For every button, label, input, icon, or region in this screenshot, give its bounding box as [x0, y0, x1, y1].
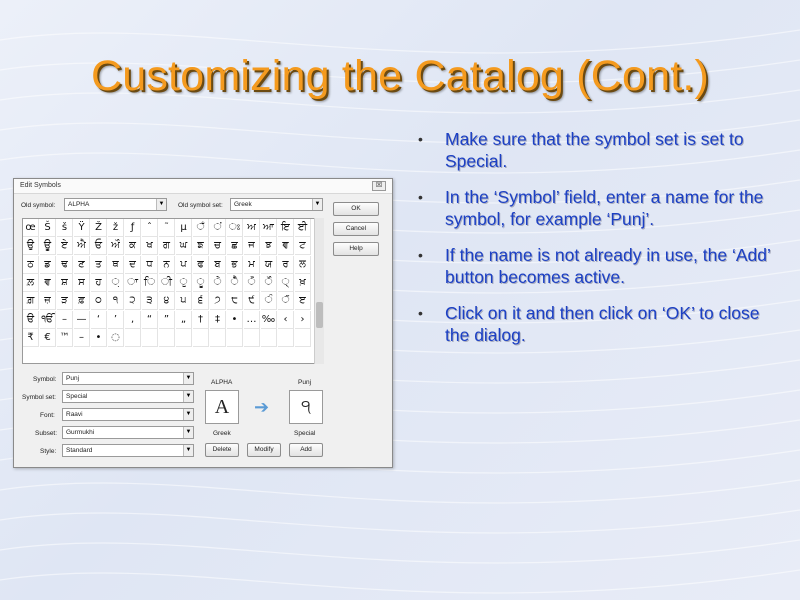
symbol-cell[interactable]: • — [91, 329, 107, 347]
symbol-cell[interactable]: ਣ — [74, 256, 90, 274]
new-preview-name: Punj — [298, 379, 312, 386]
symbol-cell[interactable]: µ — [176, 219, 192, 237]
symbol-cell[interactable]: ‘ — [91, 311, 107, 329]
symbol-cell[interactable]: ਧ — [142, 256, 158, 274]
symbol-cell[interactable]: ਖ — [142, 237, 158, 255]
symbol-cell[interactable]: ੂ — [193, 274, 209, 292]
chevron-down-icon: ▼ — [183, 391, 193, 402]
symbol-cell[interactable]: ਘ — [176, 237, 192, 255]
symbol-cell[interactable] — [244, 329, 260, 347]
symbol-cell[interactable] — [142, 329, 158, 347]
add-button[interactable]: Add — [289, 443, 323, 457]
new-preview-set: Special — [294, 430, 316, 437]
symbol-cell[interactable]: › — [295, 311, 311, 329]
symbol-cell[interactable]: ੫ — [176, 292, 192, 310]
symbol-cell[interactable]: ਃ — [227, 219, 243, 237]
symbol-cell[interactable]: ਥ — [108, 256, 124, 274]
style-select[interactable]: Standard ▼ — [62, 444, 194, 457]
symbol-cell[interactable]: ਯ — [261, 256, 277, 274]
symbol-cell[interactable]: ਂ — [210, 219, 226, 237]
symbol-cell[interactable]: ਓ — [91, 237, 107, 255]
symbol-cell[interactable]: ਟ — [295, 237, 311, 255]
symbol-cell[interactable]: ਛ — [227, 237, 243, 255]
old-symbol-set-label: Old symbol set: — [178, 202, 223, 209]
symbol-cell[interactable]: ੮ — [227, 292, 243, 310]
old-symbol-label: Old symbol: — [21, 202, 56, 209]
symbol-cell[interactable]: ੦ — [91, 292, 107, 310]
symbol-cell[interactable]: ਡ — [40, 256, 56, 274]
bullet-list — [414, 128, 774, 360]
symbol-cell[interactable]: Š — [40, 219, 56, 237]
symbol-cell[interactable]: ਿ — [142, 274, 158, 292]
old-symbol-set-select[interactable]: Greek ▼ — [230, 198, 323, 211]
old-preview-name: ALPHA — [211, 379, 233, 386]
symbol-cell[interactable]: ਗ — [159, 237, 175, 255]
symbol-cell[interactable]: ੰ — [261, 292, 277, 310]
symbol-cell[interactable]: œ — [23, 219, 39, 237]
symbol-cell[interactable]: ਅ — [244, 219, 260, 237]
symbol-label: Symbol: — [33, 376, 57, 383]
bullet-item: • If the name is not already in use, the ‘Add’ button becomes active. — [418, 245, 771, 287]
symbol-cell[interactable] — [125, 329, 141, 347]
symbol-cell[interactable]: ੇ — [210, 274, 226, 292]
symbol-cell[interactable]: ਐ — [74, 237, 90, 255]
dialog-titlebar — [14, 179, 392, 194]
symbol-cell[interactable]: ‰ — [261, 311, 277, 329]
symbol-cell[interactable] — [159, 329, 175, 347]
cancel-button[interactable]: Cancel — [333, 222, 379, 236]
old-symbol-preview: A — [205, 390, 239, 424]
symbol-cell[interactable]: ਼ — [108, 274, 124, 292]
symbol-cell[interactable]: ž — [108, 219, 124, 237]
symbol-cell[interactable]: ਈ — [295, 219, 311, 237]
scrollbar-thumb[interactable] — [316, 302, 323, 328]
chevron-down-icon: ▼ — [312, 199, 322, 210]
chevron-down-icon: ▼ — [183, 409, 193, 420]
symbol-cell[interactable]: ਫ — [193, 256, 209, 274]
symbol-cell[interactable]: ਪ — [176, 256, 192, 274]
symbol-cell[interactable]: ਨ — [159, 256, 175, 274]
symbol-cell[interactable]: ਔ — [108, 237, 124, 255]
subset-select[interactable]: Gurmukhi ▼ — [62, 426, 194, 439]
symbol-cell[interactable]: € — [40, 329, 56, 347]
modify-button[interactable]: Modify — [247, 443, 281, 457]
symbol-cell[interactable]: „ — [176, 311, 192, 329]
symbol-cell[interactable]: ਖ਼ — [295, 274, 311, 292]
symbol-cell[interactable]: ਠ — [23, 256, 39, 274]
chevron-down-icon: ▼ — [156, 199, 166, 210]
symbol-cell[interactable]: † — [193, 311, 209, 329]
symbol-cell[interactable]: ੯ — [244, 292, 260, 310]
symbol-cell[interactable]: ਰ — [278, 256, 294, 274]
symbol-cell[interactable]: š — [57, 219, 73, 237]
bullet-dot-icon: • — [418, 189, 423, 205]
old-preview-set: Greek — [213, 430, 231, 437]
symbol-cell[interactable]: ਕ — [125, 237, 141, 255]
font-select[interactable]: Raavi ▼ — [62, 408, 194, 421]
symbol-cell[interactable]: ਤ — [91, 256, 107, 274]
symbol-cell[interactable]: ਦ — [125, 256, 141, 274]
symbol-cell[interactable]: ਏ — [57, 237, 73, 255]
dialog-title: Edit Symbols — [20, 182, 61, 189]
bullet-dot-icon: • — [418, 305, 423, 321]
symbol-grid[interactable] — [22, 218, 324, 364]
symbol-cell[interactable]: ਊ — [40, 237, 56, 255]
symbol-cell[interactable]: ” — [159, 311, 175, 329]
symbol-cell[interactable]: ੲ — [295, 292, 311, 310]
grid-scrollbar[interactable] — [314, 218, 324, 364]
font-label: Font: — [40, 412, 55, 419]
symbol-cell[interactable]: ◌ — [108, 329, 124, 347]
symbol-cell[interactable]: ˜ — [159, 219, 175, 237]
symbol-cell[interactable]: ਸ਼ — [57, 274, 73, 292]
symbol-cell[interactable]: ੍ — [278, 274, 294, 292]
symbol-cell[interactable]: ‡ — [210, 311, 226, 329]
symbol-cell[interactable]: – — [57, 311, 73, 329]
symbol-cell[interactable]: ਞ — [278, 237, 294, 255]
symbol-cell[interactable]: ੴ — [40, 311, 56, 329]
symbol-set-label: Symbol set: — [22, 394, 56, 401]
symbol-set-select[interactable]: Special ▼ — [62, 390, 194, 403]
symbol-cell[interactable]: ਇ — [278, 219, 294, 237]
symbol-cell[interactable]: … — [244, 311, 260, 329]
symbol-cell[interactable]: ੈ — [227, 274, 243, 292]
bullet-item: • Click on it and then click on ‘OK’ to close the dialog. — [418, 303, 760, 345]
slide-title: Customizing the Catalog (Cont.) — [90, 52, 710, 100]
symbol-cell[interactable]: ਲ਼ — [23, 274, 39, 292]
symbol-cell[interactable]: ਙ — [193, 237, 209, 255]
symbol-cell[interactable]: • — [227, 311, 243, 329]
new-symbol-preview: ੧ — [289, 390, 323, 424]
symbol-cell[interactable]: “ — [142, 311, 158, 329]
symbol-cell[interactable]: ੪ — [159, 292, 175, 310]
symbol-cell[interactable]: ˆ — [142, 219, 158, 237]
symbol-cell[interactable]: ੬ — [193, 292, 209, 310]
symbol-cell[interactable]: ਜ਼ — [40, 292, 56, 310]
symbol-cell[interactable]: ਝ — [261, 237, 277, 255]
symbol-cell[interactable] — [261, 329, 277, 347]
symbol-cell[interactable] — [210, 329, 226, 347]
symbol-cell[interactable]: ਚ — [210, 237, 226, 255]
chevron-down-icon: ▼ — [183, 445, 193, 456]
symbol-cell[interactable]: ੜ — [57, 292, 73, 310]
old-symbol-select[interactable]: ALPHA ▼ — [64, 198, 167, 211]
symbol-cell[interactable]: ੋ — [244, 274, 260, 292]
bullet-dot-icon: • — [418, 247, 423, 263]
symbol-cell[interactable]: ₹ — [23, 329, 39, 347]
symbol-cell[interactable]: ਵ — [40, 274, 56, 292]
symbol-cell[interactable]: ਉ — [23, 237, 39, 255]
symbol-cell[interactable]: ਲ — [295, 256, 311, 274]
style-label: Style: — [40, 448, 57, 455]
symbol-cell[interactable]: ੭ — [210, 292, 226, 310]
bullet-item: • In the ‘Symbol’ field, enter a name for the symbol, for example ‘Punj’. — [418, 187, 764, 229]
bullet-item: • Make sure that the symbol set is set to Special. — [418, 129, 744, 171]
symbol-cell[interactable]: Ÿ — [74, 219, 90, 237]
ok-button[interactable]: OK — [333, 202, 379, 216]
close-icon[interactable]: ☒ — [372, 181, 386, 191]
symbol-cell[interactable]: ੱ — [278, 292, 294, 310]
symbol-cell[interactable]: ਢ — [57, 256, 73, 274]
help-button[interactable]: Help — [333, 242, 379, 256]
symbol-cell[interactable] — [227, 329, 243, 347]
symbol-cell[interactable]: ੳ — [23, 311, 39, 329]
subset-label: Subset: — [35, 430, 58, 437]
symbol-cell[interactable]: ਆ — [261, 219, 277, 237]
chevron-down-icon: ▼ — [183, 373, 193, 384]
symbol-cell[interactable]: ਹ — [91, 274, 107, 292]
symbol-cell[interactable]: ਜ — [244, 237, 260, 255]
symbol-cell[interactable]: ੨ — [125, 292, 141, 310]
symbol-cell[interactable]: ‚ — [125, 311, 141, 329]
symbol-cell[interactable]: ਫ਼ — [74, 292, 90, 310]
symbol-cell[interactable]: ਸ — [74, 274, 90, 292]
symbol-cell[interactable]: ’ — [108, 311, 124, 329]
symbol-cell[interactable]: ੀ — [159, 274, 175, 292]
chevron-down-icon: ▼ — [183, 427, 193, 438]
symbol-cell[interactable]: ਮ — [244, 256, 260, 274]
symbol-cell[interactable]: — — [74, 311, 90, 329]
symbol-cell[interactable]: ਬ — [210, 256, 226, 274]
symbol-cell[interactable]: ਾ — [125, 274, 141, 292]
symbol-cell[interactable]: ‹ — [278, 311, 294, 329]
arrow-right-icon: ➔ — [254, 397, 270, 417]
symbol-cell[interactable]: – — [74, 329, 90, 347]
symbol-cell[interactable]: Ž — [91, 219, 107, 237]
symbol-input[interactable]: Punj ▼ — [62, 372, 194, 385]
symbol-cell[interactable] — [176, 329, 192, 347]
delete-button[interactable]: Delete — [205, 443, 239, 457]
symbol-cell[interactable]: ਭ — [227, 256, 243, 274]
bullet-dot-icon: • — [418, 131, 423, 147]
symbol-cell[interactable] — [278, 329, 294, 347]
symbol-cell[interactable]: ਗ਼ — [23, 292, 39, 310]
symbol-cell[interactable]: ੌ — [261, 274, 277, 292]
symbol-cell[interactable] — [193, 329, 209, 347]
symbol-cell[interactable]: ਁ — [193, 219, 209, 237]
symbol-cell[interactable]: ੁ — [176, 274, 192, 292]
symbol-cell[interactable] — [295, 329, 311, 347]
symbol-cell[interactable]: ੧ — [108, 292, 124, 310]
symbol-cell[interactable]: ™ — [57, 329, 73, 347]
symbol-cell[interactable]: ƒ — [125, 219, 141, 237]
symbol-cell[interactable]: ੩ — [142, 292, 158, 310]
